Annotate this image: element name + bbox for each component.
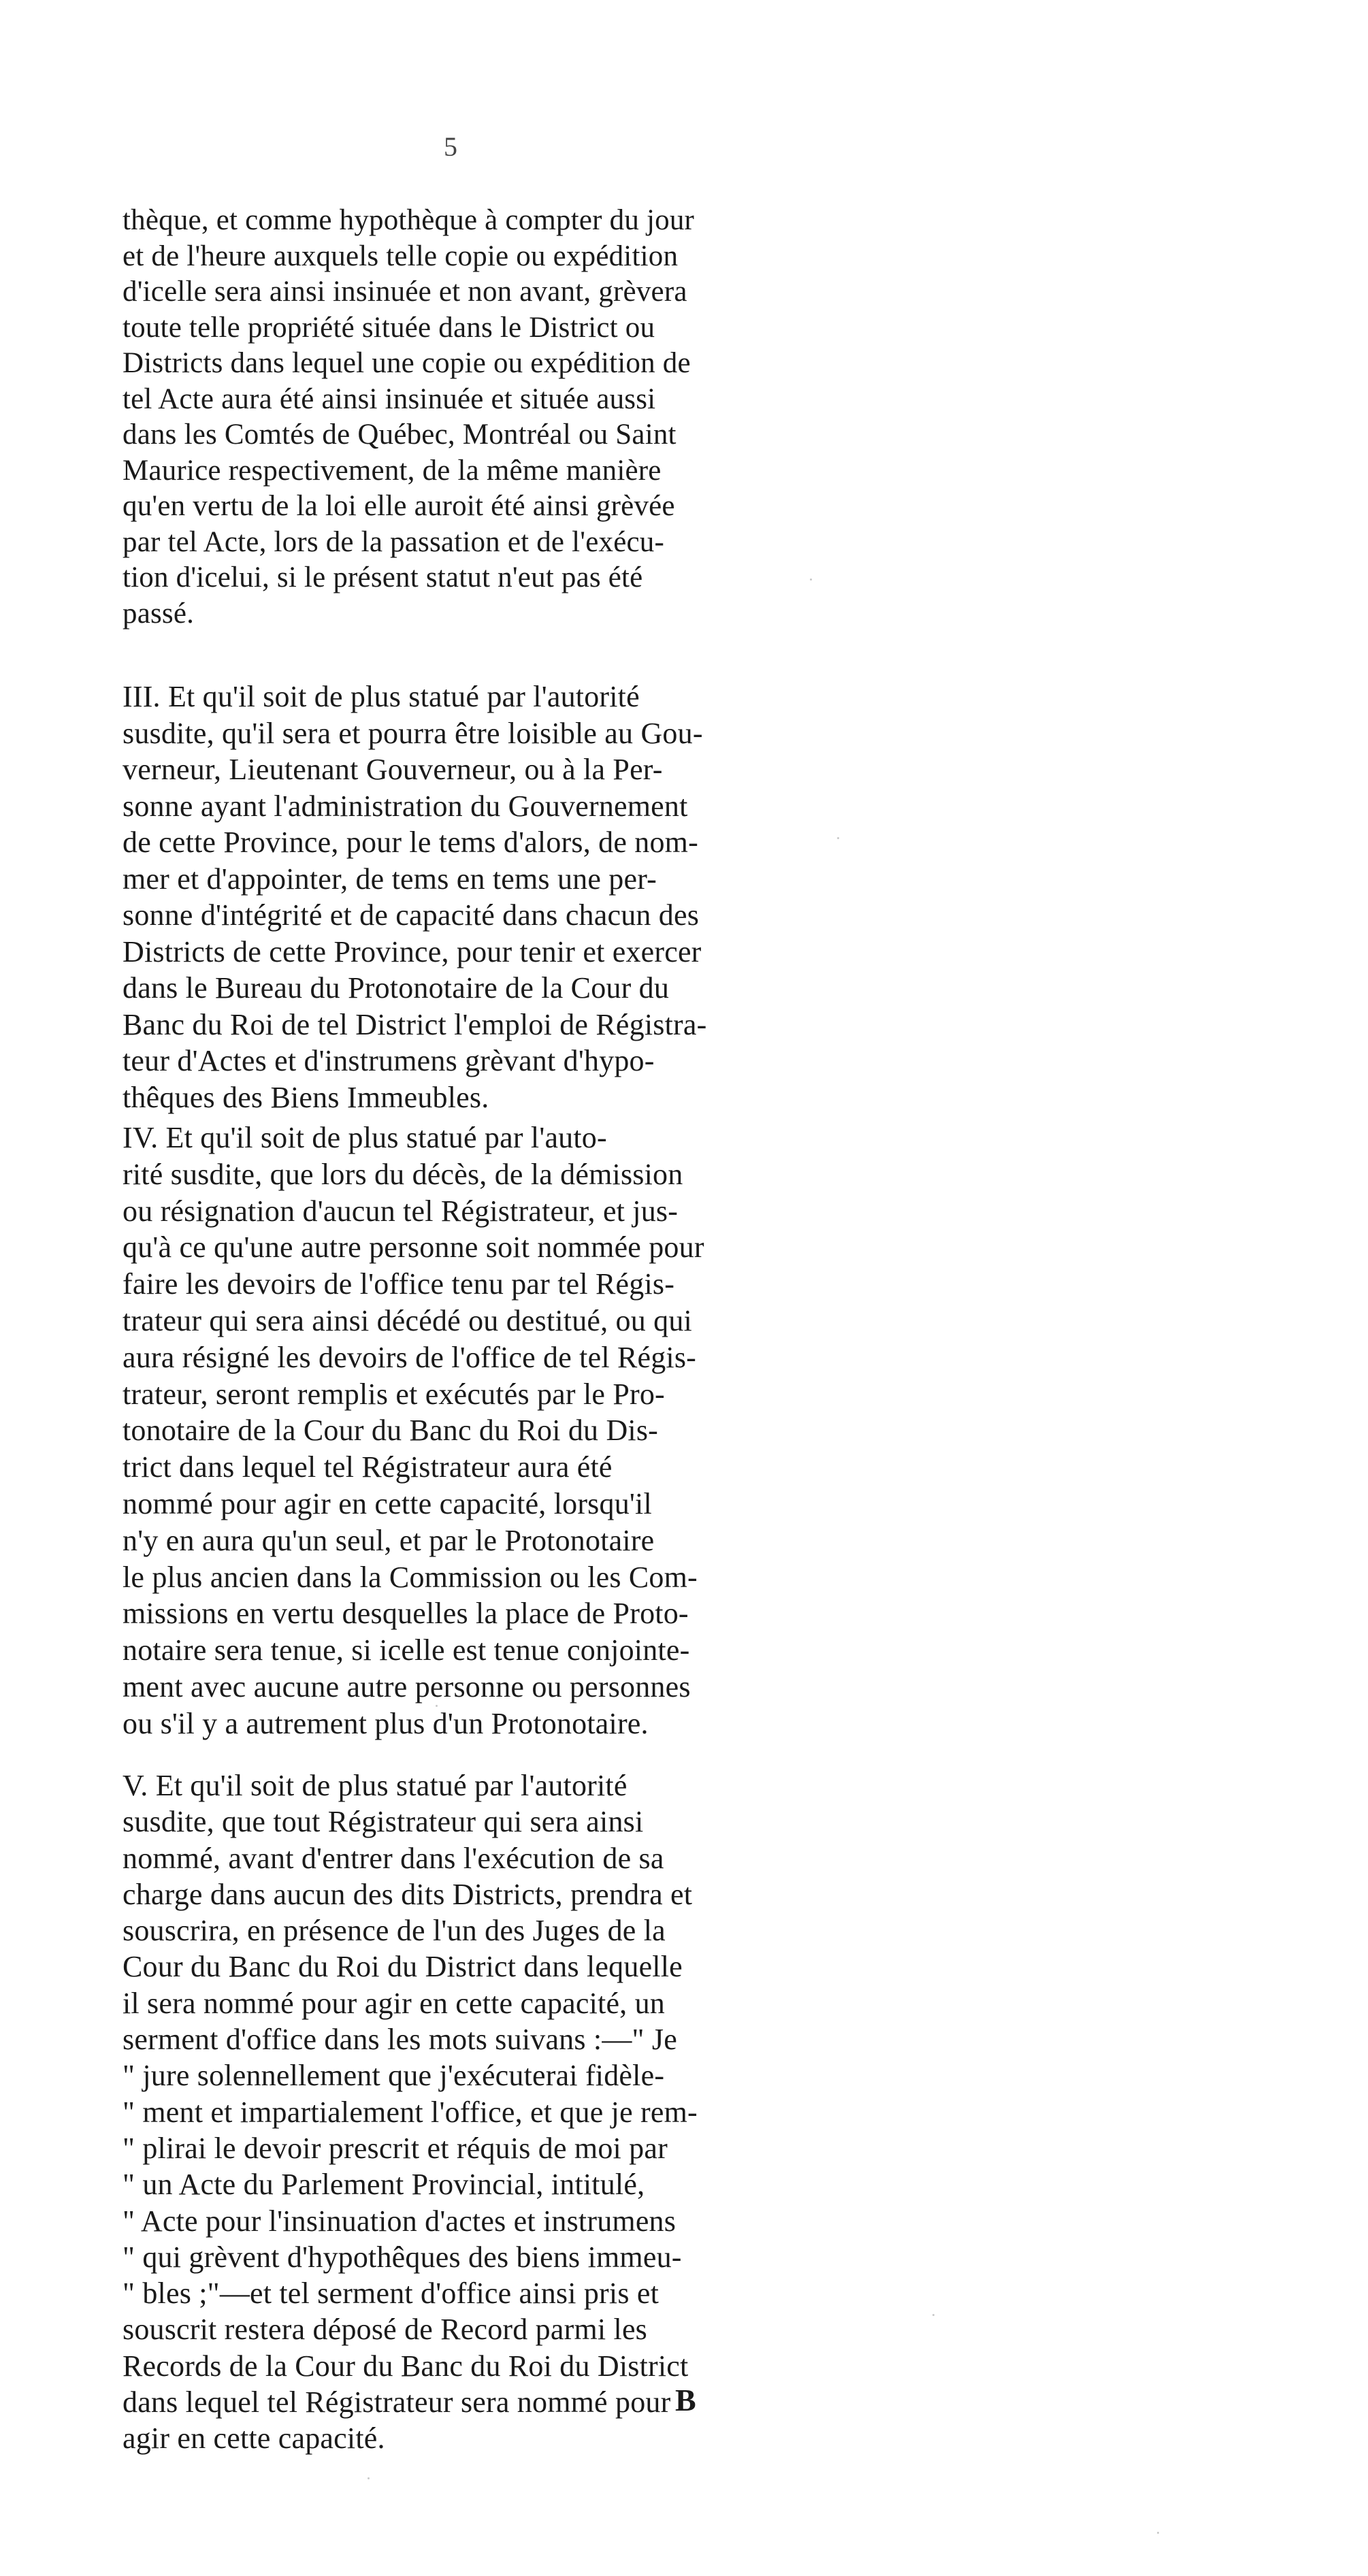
text-line: passé. [123,597,195,630]
text-line: faire les devoirs de l'office tenu par tel Régis- [123,1267,675,1301]
text-line: le plus ancien dans la Commission ou les Com- [123,1560,698,1594]
text-line: toute telle propriété située dans le District ou [123,311,655,344]
paper-speck [368,2477,370,2479]
text-line: de cette Province, pour le tems d'alors, de nom- [123,826,698,859]
text-line: " un Acte du Parlement Provincial, intitulé, [123,2168,645,2202]
text-line: ou résignation d'aucun tel Régistrateur, et jus- [123,1194,679,1228]
text-line: trateur, seront remplis et exécutés par le Pro- [123,1377,665,1411]
text-line: notaire sera tenue, si icelle est tenue conjointe- [123,1633,690,1667]
text-line: " qui grèvent d'hypothêques des biens immeu- [123,2240,682,2274]
text-line: verneur, Lieutenant Gouverneur, ou à la Per- [123,753,663,786]
text-line: il sera nommé pour agir en cette capacité, un [123,1986,665,2020]
text-line: Maurice respectivement, de la même manière [123,454,662,487]
text-line: tonotaire de la Cour du Banc du Roi du Dis- [123,1414,659,1448]
text-line: III. Et qu'il soit de plus statué par l'autorité [123,680,640,713]
text-line: dans les Comtés de Québec, Montréal ou Saint [123,419,677,451]
text-line: serment d'office dans les mots suivans :—" Je [123,2023,677,2057]
text-line: Districts dans lequel une copie ou expédition de [123,347,691,379]
text-line: " jure solennellement que j'exécuterai fidèle- [123,2059,665,2093]
text-line: mer et d'appointer, de tems en tems une per- [123,862,657,896]
paper-speck [1157,2532,1159,2534]
text-line: Records de la Cour du Banc du Roi du District [123,2349,689,2383]
text-line: teur d'Actes et d'instrumens grèvant d'hypo- [123,1044,655,1077]
text-line: souscrira, en présence de l'un des Juges de la [123,1914,666,1948]
text-line: d'icelle sera ainsi insinuée et non avant, grèvera [123,276,687,308]
text-line: " bles ;"—et tel serment d'office ainsi pris et [123,2277,659,2311]
text-line: trateur qui sera ainsi décédé ou destitué, ou qui [123,1303,692,1337]
text-line: aura résigné les devoirs de l'office de tel Régis- [123,1340,697,1374]
text-line: susdite, qu'il sera et pourra être loisible au Gou- [123,716,703,750]
text-line: Districts de cette Province, pour tenir et exercer [123,934,702,968]
page-number: 5 [444,131,457,162]
paragraph-section-v [123,1771,803,2460]
text-line: Banc du Roi de tel District l'emploi de Régistra- [123,1007,707,1041]
paper-speck [932,2314,934,2316]
text-line: ou s'il y a autrement plus d'un Protonotaire. [123,1706,649,1740]
text-line: qu'à ce qu'une autre personne soit nommée pour [123,1230,704,1265]
text-line: IV. Et qu'il soit de plus statué par l'auto- [123,1121,607,1154]
signature-mark: B [675,2383,696,2417]
text-line: Cour du Banc du Roi du District dans lequelle [123,1950,683,1984]
text-line: souscrit restera déposé de Record parmi les [123,2313,647,2347]
text-line: V. Et qu'il soit de plus statué par l'autorité [123,1769,628,1802]
text-line: sonne ayant l'administration du Gouvernement [123,789,688,823]
text-line: nommé, avant d'entrer dans l'exécution de sa [123,1841,664,1875]
paper-speck [837,837,839,839]
text-line: dans le Bureau du Protonotaire de la Cour du [123,971,670,1005]
text-line: nommé pour agir en cette capacité, lorsqu'il [123,1486,652,1520]
text-line: " Acte pour l'insinuation d'actes et instrumens [123,2204,677,2238]
text-line: trict dans lequel tel Régistrateur aura été [123,1450,613,1484]
paper-speck [436,1705,438,1707]
text-line: missions en vertu desquelles la place de Proto- [123,1597,689,1631]
text-line: n'y en aura qu'un seul, et par le Protonotaire [123,1523,655,1557]
text-line: dans lequel tel Régistrateur sera nommé pour [123,2385,671,2419]
text-line: qu'en vertu de la loi elle auroit été ainsi grèvée [123,490,675,522]
paragraph-section-iii [123,682,803,1119]
paper-speck [810,578,812,581]
text-line: tel Acte aura été ainsi insinuée et située aussi [123,382,656,415]
text-line: " plirai le devoir prescrit et réquis de moi par [123,2131,668,2165]
text-line: rité susdite, que lors du décès, de la démission [123,1157,683,1191]
paragraph-continuation [123,206,803,634]
text-line: susdite, que tout Régistrateur qui sera ainsi [123,1805,644,1839]
text-line: agir en cette capacité. [123,2422,385,2456]
text-line: charge dans aucun des dits Districts, prendra et [123,1877,693,1911]
paragraph-section-iv [123,1123,803,1746]
text-line: par tel Acte, lors de la passation et de l'exécu- [123,525,665,558]
text-line: thêques des Biens Immeubles. [123,1080,489,1114]
text-line: " ment et impartialement l'office, et que je rem- [123,2095,698,2129]
text-line: ment avec aucune autre personne ou personnes [123,1669,691,1703]
text-line: tion d'icelui, si le présent statut n'eut pas été [123,561,643,593]
text-line: thèque, et comme hypothèque à compter du jour [123,204,695,236]
text-line: sonne d'intégrité et de capacité dans chacun des [123,898,700,932]
text-line: et de l'heure auxquels telle copie ou expédition [123,240,679,272]
